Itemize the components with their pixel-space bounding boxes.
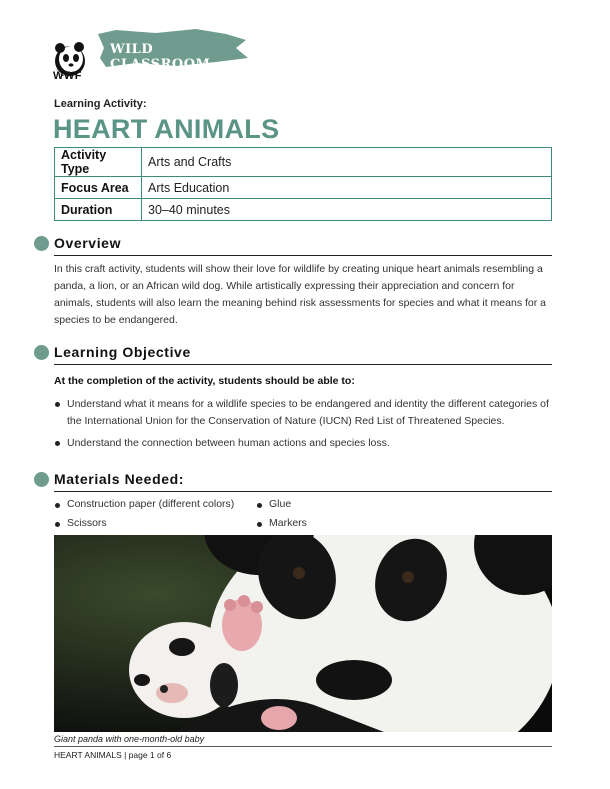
table-row bbox=[55, 177, 552, 199]
activity-info-table bbox=[54, 147, 552, 221]
overview-section-header bbox=[34, 234, 552, 256]
wwf-wordmark: WWF bbox=[53, 70, 82, 82]
divider bbox=[54, 364, 552, 365]
section-title: Materials Needed: bbox=[54, 471, 185, 487]
row-value: Arts and Crafts bbox=[142, 148, 552, 177]
panda-illustration bbox=[54, 535, 552, 732]
row-label: Focus Area bbox=[55, 177, 142, 199]
list-item: Construction paper (different colors) bbox=[54, 498, 234, 510]
section-bullet-icon bbox=[34, 236, 49, 251]
activity-kicker: Learning Activity: bbox=[54, 98, 147, 110]
page-title: HEART ANIMALS bbox=[53, 114, 280, 144]
list-item: Scissors bbox=[54, 517, 107, 529]
panda-photo bbox=[54, 535, 552, 732]
table-row bbox=[55, 199, 552, 221]
list-item: Understand the connection between human actions and species loss. bbox=[54, 435, 552, 452]
section-bullet-icon bbox=[34, 345, 49, 360]
table-row bbox=[55, 148, 552, 177]
section-title: Overview bbox=[54, 235, 122, 251]
overview-text: In this craft activity, students will show their love for wildlife by creating unique heart animals resembling a panda, a lion, or an African wild dog. While artistically expressing their appreciation and concern for animals, students will also learn the meaning behind risk assessments for species and what it means for a species to be endangered. bbox=[54, 263, 546, 326]
list-item: Glue bbox=[256, 498, 291, 510]
divider bbox=[54, 255, 552, 256]
materials-section-header bbox=[34, 470, 552, 492]
objective-lead: At the completion of the activity, students should be able to: bbox=[54, 375, 355, 387]
row-label: Activity Type bbox=[55, 148, 142, 177]
objective-section-header bbox=[34, 343, 552, 365]
objective-list bbox=[54, 396, 552, 452]
row-label: Duration bbox=[55, 199, 142, 221]
section-title: Learning Objective bbox=[54, 344, 191, 360]
divider bbox=[54, 491, 552, 492]
program-label: WILD CLASSROOM bbox=[110, 42, 211, 72]
list-item: Markers bbox=[256, 517, 307, 529]
page-footer: HEART ANIMALS | page 1 of 6 bbox=[54, 750, 172, 760]
header bbox=[52, 24, 252, 86]
photo-caption: Giant panda with one-month-old baby bbox=[54, 734, 205, 744]
row-value: Arts Education bbox=[142, 177, 552, 199]
section-bullet-icon bbox=[34, 472, 49, 487]
list-item: Understand what it means for a wildlife species to be endangered and identity the different categories of the International Union for the Conservation of Nature (IUCN) Red List of Threatened Species. bbox=[54, 396, 552, 429]
footer-divider bbox=[54, 746, 552, 747]
row-value: 30–40 minutes bbox=[142, 199, 552, 221]
